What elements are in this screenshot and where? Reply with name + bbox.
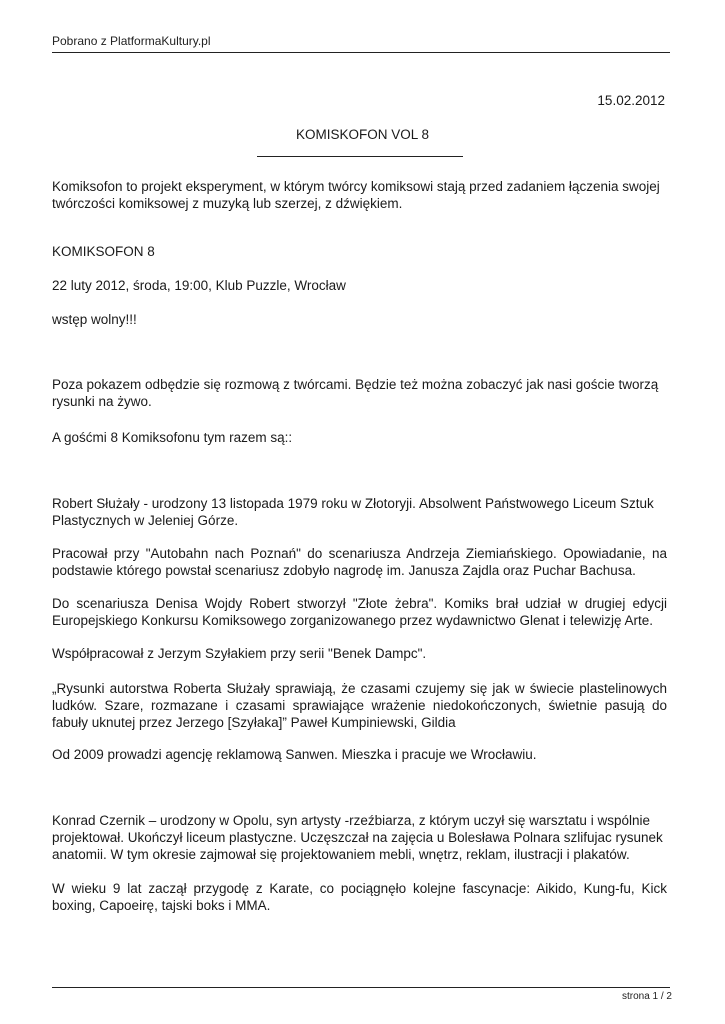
- page-number: strona 1 / 2: [621, 991, 672, 1002]
- bio-robert-1: Robert Służały - urodzony 13 listopada 1979 roku w Złotoryji. Absolwent Państwowego Liceum Sztuk Plastycznych w Jeleniej Górze.: [52, 496, 654, 528]
- footer-divider: [52, 987, 670, 988]
- bio-konrad-2: W wieku 9 lat zaczął przygodę z Karate, co pociągnęło kolejne fascynacje: Aikido, Kung-fu, Kick boxing, Capoeirę, tajski boks i MMA.: [52, 881, 667, 913]
- guests-intro: A gośćmi 8 Komiksofonu tym razem są::: [52, 430, 293, 445]
- event-details: 22 luty 2012, środa, 19:00, Klub Puzzle, Wrocław: [52, 278, 346, 293]
- program-paragraph: Poza pokazem odbędzie się rozmową z twórcami. Będzie też można zobaczyć jak nasi goście tworzą rysunki na żywo.: [52, 377, 659, 409]
- bio-robert-4: Współpracował z Jerzym Szyłakiem przy serii "Benek Dampc".: [52, 646, 427, 661]
- page-header-source: Pobrano z PlatformaKultury.pl: [52, 34, 211, 48]
- bio-robert-quote: „Rysunki autorstwa Roberta Służały sprawiają, że czasami czujemy się jak w świecie plastelinowych ludków. Szare, rozmazane i czasami sprawiające wrażenie niedokończonych, świetnie pasują do fabuły uknutej przez Jerzego [Szyłaka]” Paweł Kumpiniewski, Gildia: [52, 681, 667, 730]
- header-divider: [52, 52, 670, 53]
- article-date: 15.02.2012: [597, 93, 665, 108]
- bio-robert-3: Do scenariusza Denisa Wojdy Robert stworzył "Złote żebra". Komiks brał udział w drugiej edycji Europejskiego Konkursu Komiksowego zorganizowanego przez wydawnictwo Glenat i telewizję Arte.: [52, 596, 667, 628]
- title-underline: [257, 156, 463, 157]
- intro-paragraph: Komiksofon to projekt eksperyment, w którym twórcy komiksowi stają przed zadaniem łączenia swojej twórczości komiksowej z muzyką lub szerzej, z dźwiękiem.: [52, 179, 660, 211]
- bio-robert-5: Od 2009 prowadzi agencję reklamową Sanwen. Mieszka i pracuje we Wrocławiu.: [52, 747, 537, 762]
- bio-konrad-1: Konrad Czernik – urodzony w Opolu, syn artysty -rzeźbiarza, z którym uczył się warsztatu i wspólnie projektował. Ukończył liceum plastyczne. Uczęszczał na zajęcia u Bolesława Polnara szlifujac rysunek anatomii. W tym okresie zajmował się projektowaniem mebli, wnętrz, reklam, ilustracji i plakatów.: [52, 813, 663, 862]
- event-heading: KOMIKSOFON 8: [52, 244, 155, 259]
- admission-note: wstęp wolny!!!: [52, 312, 137, 327]
- bio-robert-2: Pracował przy "Autobahn nach Poznań" do scenariusza Andrzeja Ziemiańskiego. Opowiadanie, na podstawie którego powstał scenariusz zdobyło nagrodę im. Janusza Zajdla oraz Puchar Bachusa.: [52, 546, 667, 578]
- article-title: KOMISKOFON VOL 8: [295, 127, 430, 142]
